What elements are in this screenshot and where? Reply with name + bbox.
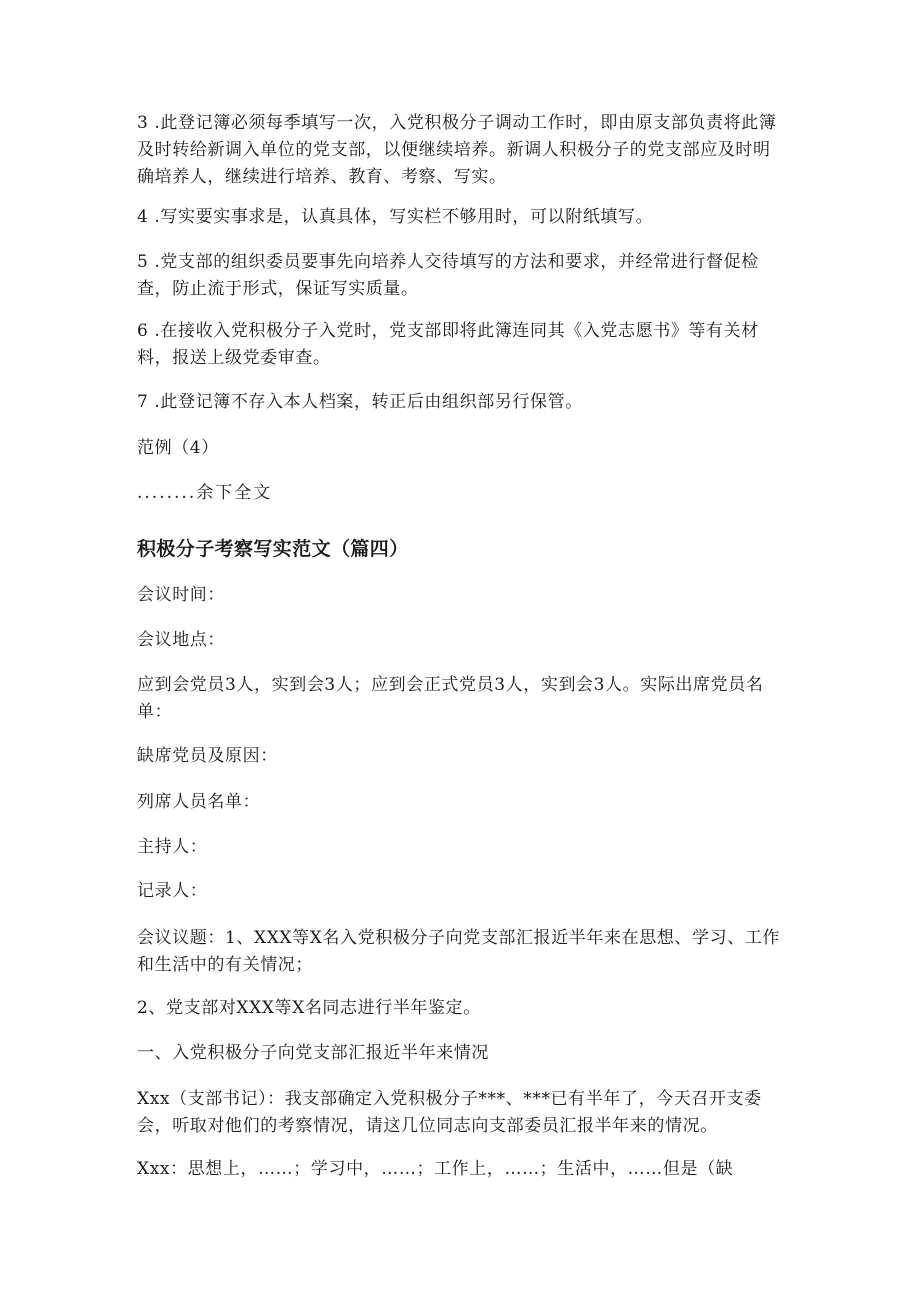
- paragraph-item-5: 5 .党支部的组织委员要事先向培养人交待填写的方法和要求，并经常进行督促检查，防止流于形式，保证写实质量。: [137, 252, 759, 299]
- paragraph-item-3: 3 .此登记簿必须每季填写一次，入党积极分子调动工作时，即由原支部负责将此簿及时转给新调入单位的党支部，以便继续培养。新调人积极分子的党支部应及时明确培养人，继续进行培养、教育、考察、写实。: [137, 113, 777, 187]
- meeting-time: 会议时间：: [137, 585, 225, 605]
- section-title: 积极分子考察写实范文（篇四）: [137, 538, 409, 560]
- recorder: 记录人：: [137, 881, 208, 901]
- meeting-agenda: 会议议题：1、XXX等X名入党积极分子向党支部汇报近半年来在思想、学习、工作和生活中的有关情况；: [137, 928, 781, 975]
- member-report: Xxx：思想上，……；学习中，……；工作上，……；生活中，……但是（缺: [137, 1159, 734, 1179]
- section-subheading: 一、入党积极分子向党支部汇报近半年来情况: [137, 1043, 489, 1063]
- meeting-location: 会议地点：: [137, 630, 225, 650]
- paragraph-item-6: 6 .在接收入党积极分子入党时，党支部即将此簿连同其《入党志愿书》等有关材料，报送上级党委审查。: [137, 321, 759, 368]
- remaining-text-note: ........余下全文: [137, 483, 273, 503]
- secretary-speech: Xxx（支部书记）：我支部确定入党积极分子***、***已有半年了，今天召开支委会，听取对他们的考察情况，请这几位同志向支部委员汇报半年来的情况。: [137, 1089, 762, 1136]
- observers-list: 列席人员名单：: [137, 792, 261, 812]
- absent-members: 缺席党员及原因：: [137, 746, 278, 766]
- example-label: 范例（4）: [137, 438, 219, 458]
- paragraph-item-7: 7 .此登记簿不存入本人档案，转正后由组织部另行保管。: [137, 392, 583, 412]
- agenda-item-2: 2、党支部对XXX等X名同志进行半年鉴定。: [137, 998, 481, 1018]
- paragraph-item-4: 4 .写实要实事求是，认真具体，写实栏不够用时，可以附纸填写。: [137, 207, 654, 227]
- host: 主持人：: [137, 837, 208, 857]
- attendance-line: 应到会党员3人，实到会3人；应到会正式党员3人，实到会3人。实际出席党员名单：: [137, 675, 764, 722]
